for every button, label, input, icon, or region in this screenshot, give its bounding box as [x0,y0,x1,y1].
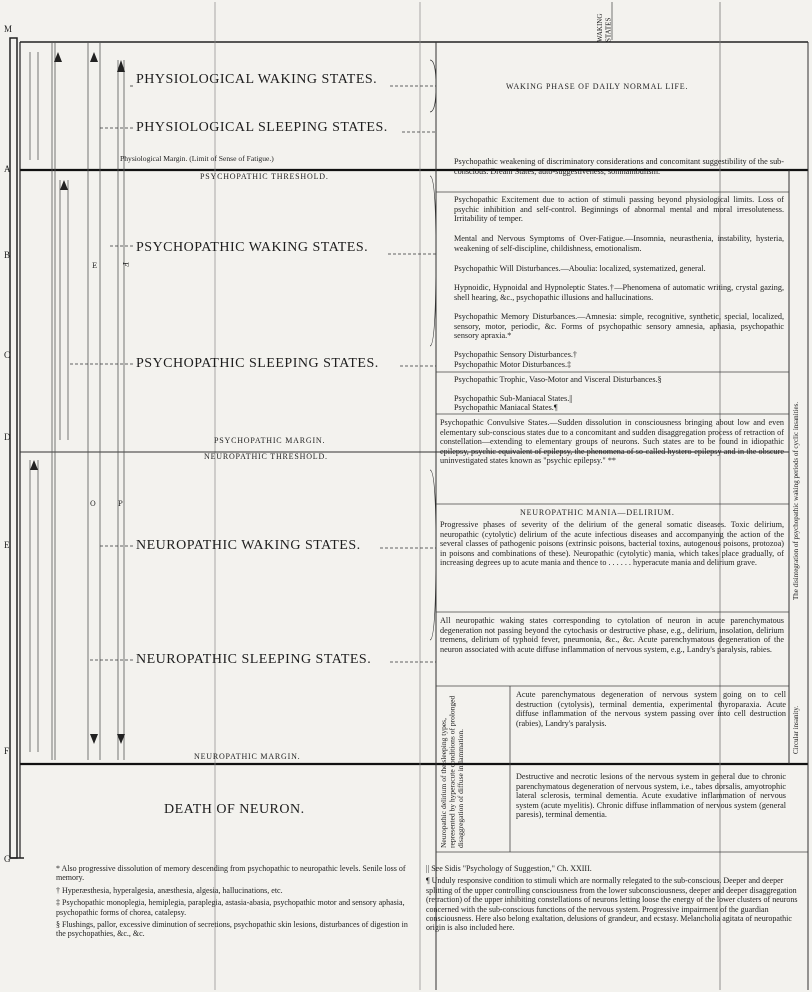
neuro-threshold-label: NEUROPATHIC THRESHOLD. [204,452,328,461]
physio-margin-label: Physiological Margin. (Limit of Sense of Fatigue.) [120,154,274,163]
psycho-excitement-text: Psychopathic Excitement due to action of stimuli passing beyond physiological limits. Loss of psychic inhibition and self-control. Beginnings of abnormal mental and moral irresoluteness. Irritability of temper. [454,195,784,224]
neuro-margin-label: NEUROPATHIC MARGIN. [194,752,301,761]
physio-waking-label: PHYSIOLOGICAL WAKING STATES. [136,72,378,87]
trophic-text: Psychopathic Trophic, Vaso-Motor and Visceral Disturbances.§ [454,375,662,384]
scale-neuro-a: P [118,500,123,508]
margin-letter-b: B [4,250,11,260]
progressive-text: Progressive phases of severity of the delirium of the general somatic diseases. Toxic delirium, neuropathic (cytolytic) delirium of the acute infectious diseases and accompanying the action of the several classes of pathogenic poisons (extrinsic poisons, bacterial toxins, autogenous poisons, protozoa) in poisons and combinations of these). Neuropathic (cytolytic) mania, which takes place gradually, of increasing degrees up to acute mania and thence to . . . . . . hyperacute mania and delirium grave. [440,520,784,568]
acute-parenchymatous-text: Acute parenchymatous degeneration of nervous system going on to cell destruction (cytolysis), terminal dementia, experimental thyroparaxia. Acute diffuse inflammation of the nervous system passing over into cell destruction (rabies), Landry's paralysis. [516,690,786,728]
all-neuro-text: All neuropathic waking states corresponding to cytolation of neuron in acute parenchymatous degeneration not passing beyond the cytochasis or destructive phase, e.g., delirium, insolation, delirium tremens, delirium of typhoid fever, pneumonia, &c., &c. Acute parenchymatous degeneration of the neuron associated with acute diffuse inflammation of nervous system, e.g., Landry's paralysis, rabies. [440,616,784,654]
margin-letter-c: C [4,350,11,360]
right-vertical-upper: The disintegration of psychopathic waking periods of cyclic insanities. [792,401,800,600]
margin-letter-f: F [4,746,10,756]
convulsive-text: Psychopathic Convulsive States.—Sudden dissolution in consciousness bringing about low and even elementary sub-conscious states due to a concomitant and sudden disaggregation process of retraction of constellation—extending to elementary groups of neurons. Such states are to be found in idiopathic epilepsy, psychic equivalent of epilepsy, the phenomena of so-called hystero-epilepsy and in the obscure uninvestigated states known as "psychic epilepsy." ** [440,418,784,466]
footnote-3: ‡ Psychopathic monoplegia, hemiplegia, paraplegia, astasia-abasia, psychopathic motor and sensory aphasia, psychopathic forms of chorea, catalepsy. [56,898,405,917]
vertical-block-text: Neuropathic delirium of the sleeping types, represented by hyperacute conditions of prolonged disaggregation of diffuse inflammation. [439,695,466,848]
death-label: DEATH OF NEURON. [164,802,305,817]
right-vertical-lower: Circular insanity. [792,705,800,754]
psycho-threshold-label: PSYCHOPATHIC THRESHOLD. [200,172,329,181]
scale-psycho-b: E [92,262,98,270]
will-disturbances-text: Psychopathic Will Disturbances.—Aboulia: localized, systematized, general. [454,264,706,273]
psycho-weakening-text: Psychopathic weakening of discriminatory considerations and concomitant suggestibility of the sub-conscious. Dream States, auto-suggestiveness, somnambulism. [454,157,784,176]
margin-letter-d: D [4,432,11,442]
memory-text: Psychopathic Memory Disturbances.—Amnesia: simple, recognitive, synthetic, special, localized, sensory, motor, periodic, &c. Forms of psychopathic sensory amnesia, aphasia, psychopathic sensory apraxia.* [454,312,784,341]
margin-letter-a: A [4,164,11,174]
psycho-sleeping-label: PSYCHOPATHIC SLEEPING STATES. [136,356,379,371]
waking-phase-text: WAKING PHASE OF DAILY NORMAL LIFE. [506,82,689,91]
mental-nervous-text: Mental and Nervous Symptoms of Over-Fatigue.—Insomnia, neurasthenia, instability, hysteria, weakening of self-discipline, childishness, emotionalism. [454,234,784,253]
margin-letter-g: G [4,854,11,864]
footnote-1: * Also progressive dissolution of memory descending from psychopathic to neuropathic levels. Senile loss of memory. [56,864,406,883]
psycho-margin-label: PSYCHOPATHIC MARGIN. [214,436,326,445]
maniacal-text: Psychopathic Maniacal States.¶ [454,403,558,412]
sensory-text: Psychopathic Sensory Disturbances.† [454,350,578,359]
neuro-heading: NEUROPATHIC MANIA—DELIRIUM. [520,508,675,517]
footnote-4: § Flushings, pallor, excessive diminution of secretions, psychopathic skin lesions, disturbances of digestion in the psychopathies, &c., &c. [56,920,408,939]
margin-letter-m: M [4,24,13,34]
footnote-5: || See Sidis "Psychology of Suggestion," Ch. XXIII. [426,864,592,873]
destructive-text: Destructive and necrotic lesions of the nervous system in general due to chronic parenchymatous degeneration of nervous system, i.e., tabes dorsalis, amyotrophic lateral sclerosis, terminal dementia. Acute exudative inflammation of nervous system (acute myelitis). Chronic diffuse inflammation of nervous system (general paresis), terminal dementia. [516,772,786,820]
scale-neuro-b: O [90,500,96,508]
psycho-waking-label: PSYCHOPATHIC WAKING STATES. [136,240,369,255]
motor-text: Psychopathic Motor Disturbances.‡ [454,360,572,369]
neuro-sleeping-label: NEUROPATHIC SLEEPING STATES. [136,652,372,667]
sub-maniacal-text: Psychopathic Sub-Maniacal States.|| [454,394,573,403]
footnotes-left [56,864,412,942]
top-right-waking-label: WAKING STATES [596,13,613,42]
physio-sleeping-label: PHYSIOLOGICAL SLEEPING STATES. [136,120,388,135]
scale-psycho-a: F [121,262,129,274]
footnote-2: † Hyperæsthesia, hyperalgesia, anæsthesia, algesia, hallucinations, etc. [56,885,283,895]
footnote-6: ¶ Unduly responsive condition to stimuli which are normally relegated to the sub-conscious. Deeper and deeper splitting of the upper controlling consciousness from the lower subconsciousness, deeper and deeper disaggregation (retraction) of the upper inhibiting constellations of neurons letting loose the energy of the lower clusters of neurons concerned with the sub-conscious functions of the nervous system. Progressive impairment of the guardian consciousness. Here also belong exaltation, delusions of grandeur, and ecstasy. Melancholia agitata of neuropathic origin is also included here. [426,876,798,933]
neuro-waking-label: NEUROPATHIC WAKING STATES. [136,538,361,553]
hypnoidic-text: Hypnoidic, Hypnoidal and Hypnoleptic States.†—Phenomena of automatic writing, crystal gazing, shell hearing, &c., psychopathic illusions and hallucinations. [454,283,784,302]
margin-letter-e: E [4,540,10,550]
footnotes-right [426,864,806,936]
